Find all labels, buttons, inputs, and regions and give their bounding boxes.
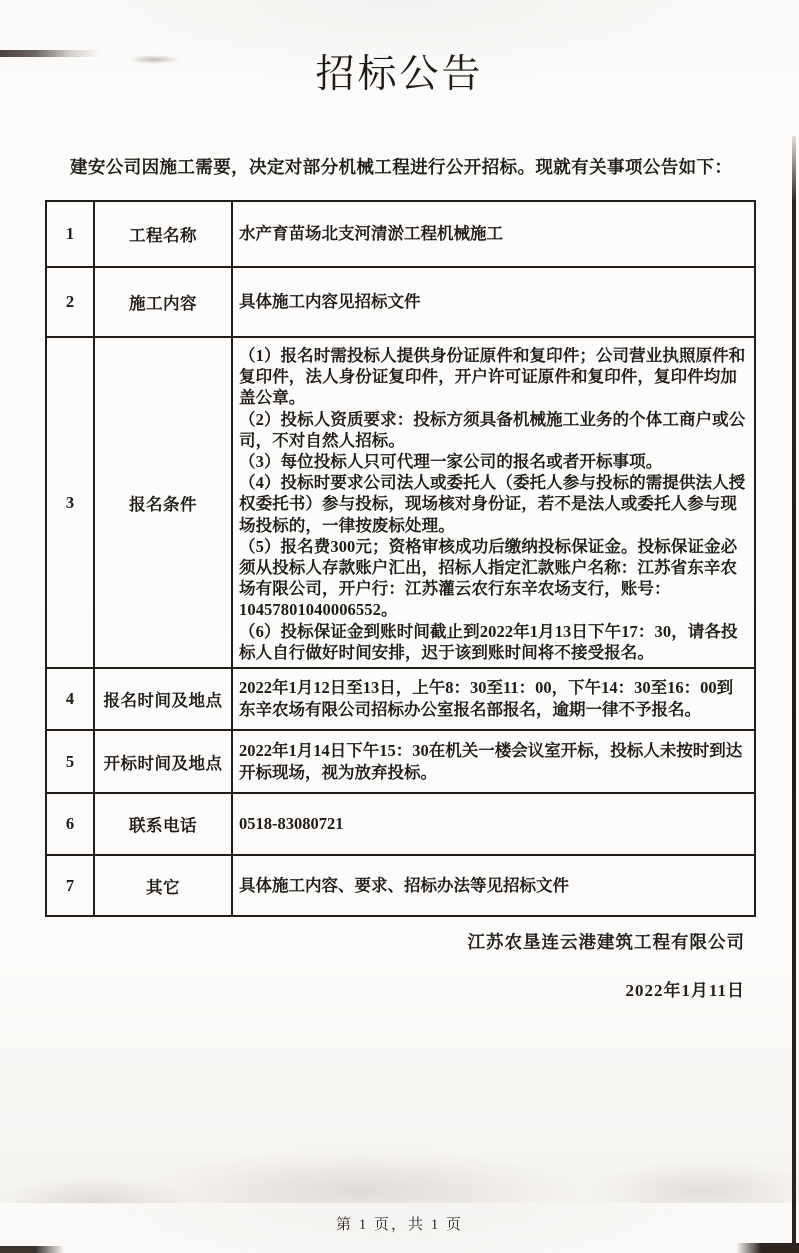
row-label: 其它: [94, 855, 232, 916]
signature-date: 2022年1月11日: [625, 981, 745, 1001]
row-content: 2022年1月14日下午15：30在机关一楼会议室开标，投标人未按时到达开标现场，视为放弃投标。: [232, 730, 755, 793]
table-row: [46, 668, 755, 730]
row-content: [232, 337, 755, 668]
row-label: 施工内容: [94, 267, 232, 337]
row-label: 报名条件: [94, 337, 232, 668]
condition-item: （5）报名费300元；资格审核成功后缴纳投标保证金。投标保证金必须从投标人存款账户汇出，招标人指定汇款账户名称：江苏省东辛农场有限公司，开户行：江苏灌云农行东辛农场支行，账号：10457801040006552。: [239, 536, 738, 620]
scan-artifact-bottom-right: [736, 1243, 799, 1253]
scanned-document-page: [0, 50, 799, 1253]
scan-artifact-right-edge: [792, 136, 796, 1246]
table-row: [46, 730, 755, 793]
row-label: 工程名称: [94, 201, 232, 267]
table-row: [46, 855, 755, 916]
row-number: 1: [46, 201, 94, 267]
signature-company: 江苏农垦连云港建筑工程有限公司: [467, 932, 745, 953]
row-number: 5: [46, 730, 94, 793]
row-content: 2022年1月12日至13日，上午8：30至11：00，下午14：30至16：00到东辛农场有限公司招标办公室报名部报名，逾期一律不予报名。: [232, 668, 755, 730]
row-number: 4: [46, 668, 94, 730]
row-content: 具体施工内容见招标文件: [232, 267, 755, 337]
row-label: 开标时间及地点: [94, 730, 232, 793]
intro-paragraph: 建安公司因施工需要，决定对部分机械工程进行公开招标。现就有关事项公告如下：: [70, 157, 733, 177]
row-label: 报名时间及地点: [94, 668, 232, 730]
condition-item: （2）投标人资质要求：投标方须具备机械施工业务的个体工商户或公司，不对自然人招标。: [239, 409, 746, 450]
page-title: 招标公告: [315, 53, 484, 96]
row-content: 水产育苗场北支河清淤工程机械施工: [232, 201, 755, 267]
row-content: 具体施工内容、要求、招标办法等见招标文件: [232, 855, 755, 916]
table-row: [46, 267, 755, 337]
condition-item: （4）投标时要求公司法人或委托人（委托人参与投标的需提供法人授权委托书）参与投标，现场核对身份证，若不是法人或委托人参与现场投标的，一律按废标处理。: [239, 473, 746, 535]
condition-item: （1）报名时需投标人提供身份证原件和复印件；公司营业执照原件和复印件，法人身份证复印件，开户许可证原件和复印件，复印件均加盖公章。: [239, 346, 746, 408]
condition-item: （3）每位投标人只可代理一家公司的报名或者开标事项。: [239, 452, 663, 472]
row-number: 7: [46, 855, 94, 916]
row-number: 6: [46, 793, 94, 855]
row-content: 0518-83080721: [232, 793, 755, 855]
table-row: [46, 337, 755, 668]
row-label: 联系电话: [94, 793, 232, 855]
condition-item: （6）投标保证金到账时间截止到2022年1月13日下午17：30，请各投标人自行做好时间安排，迟于该到账时间将不接受报名。: [239, 621, 738, 662]
row-number: 3: [46, 337, 94, 668]
row-number: 2: [46, 267, 94, 337]
table-row: [46, 793, 755, 855]
page-number-footer: 第 1 页，共 1 页: [335, 1217, 463, 1233]
scan-artifact-bottom-left: [0, 1246, 64, 1253]
table-row: [46, 201, 755, 267]
tender-notice-table: [45, 200, 756, 917]
